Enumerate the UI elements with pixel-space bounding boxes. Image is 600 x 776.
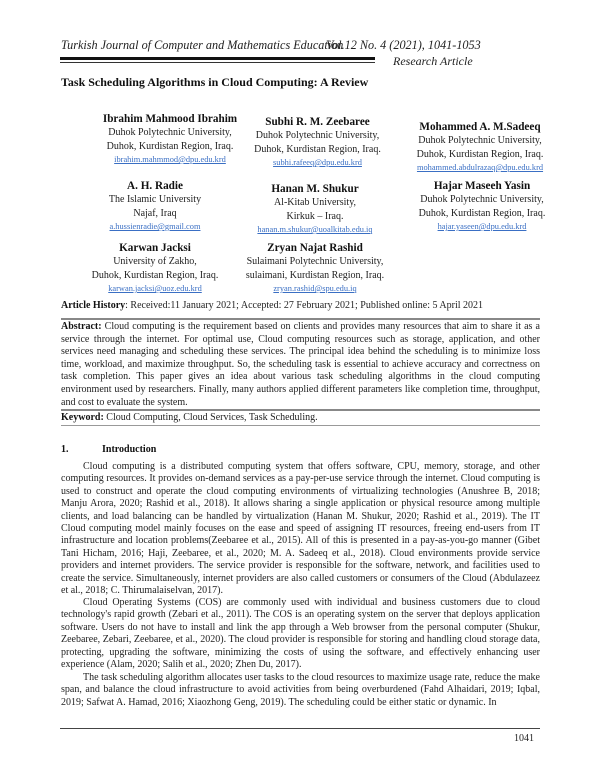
author-email-link[interactable]: mohammed.abdulrazaq@dpu.edu.krd (416, 163, 544, 172)
author-name: Zryan Najat Rashid (267, 242, 363, 254)
author-affiliation: Duhok Polytechnic University, (108, 127, 232, 138)
author-name: Mohammed A. M.Sadeeq (419, 121, 541, 133)
article-type: Research Article (393, 54, 473, 68)
author-email-link[interactable]: hanan.m.shukur@uoalkitab.edu.iq (257, 225, 373, 234)
body-paragraph: Cloud computing is a distributed computing system that offers software, CPU, memory, storage, and other computing resources. It provides on-demand services as a pay-per-use service through the internet. Cloud computing is used to construct and operate the cloud computing environments of virtualizing technologies (Anushree B, 2018; Manju Arora, 2020; Rashid et al., 2018). It allows sharing a single application or physical resource among multiple clients, and load balancing can be handled by virtualization (Hanan M. Shukur, 2020; Rashid et al., 2019). The IT Cloud computing model mainly focuses on the ease and speed of assigning IT resources, freeing end-users from IT infrastructure and location problems(Zeebaree et al., 2015). All of this is presented in a pay-as-you-go manner (Gibet Tani Hicham, 2016; Haji, Zeebaree, et al., 2020; M. A. Sadeeq et al., 2018). Cloud environments provide service providers and internet providers. The service provider is responsible for the software, network, and facilities used to create the service. Simultaneously, internet providers are also called customers or consumers of the Cloud (Abdulazeez et al., 2018; C. Thirumalaiselvan, 2017). (61, 461, 540, 597)
journal-name: Turkish Journal of Computer and Mathematics Education (61, 38, 344, 52)
author-affiliation: Duhok Polytechnic University, (255, 130, 380, 141)
article-history-text: : Received:11 January 2021; Accepted: 27 February 2021; Published online: 5 April 2021 (125, 300, 484, 311)
author-location: Kirkuk – Iraq. (286, 210, 344, 222)
author-block (245, 182, 385, 237)
author-name: Karwan Jacksi (119, 242, 191, 254)
journal-volume: Vol.12 No. 4 (2021), 1041-1053 (326, 38, 481, 52)
author-location: Najaf, Iraq (133, 207, 177, 219)
body-paragraph: The task scheduling algorithm allocates user tasks to the cloud resources to maximize usage rate, reduce the make span, and balance the cloud infrastructure to avoid activities from being overburdened (Fahd Alhaidari, 2019; Iqbal, 2019; Safwat A. Hamad, 2016; Xiaozhong Geng, 2019). The scheduling could be either static or dynamic. In (61, 672, 540, 708)
author-block (400, 120, 560, 175)
author-affiliation: Al-Kitab University, (273, 197, 357, 208)
author-name: Subhi R. M. Zeebaree (265, 116, 370, 128)
author-block (85, 241, 225, 296)
author-email-link[interactable]: subhi.rafeeq@dpu.edu.krd (273, 158, 362, 167)
article-history (61, 300, 483, 311)
keywords-rule-bottom (61, 425, 540, 426)
author-block (402, 179, 562, 234)
author-email-link[interactable]: a.hussienradie@gmail.com (109, 222, 201, 231)
author-affiliation: Duhok Polytechnic University, (420, 194, 544, 205)
author-email-link[interactable]: ibrahim.mahmmod@dpu.edu.krd (114, 155, 226, 164)
author-block (240, 241, 390, 296)
section-heading (61, 444, 156, 455)
body-paragraph: Cloud Operating Systems (COS) are commonly used with individual and business customers due to cloud technology's rapid growth (Zebari et al., 2011). The COS is an operating system on the server that deploys application software. Users do not have to install and link the app through a Web browser from the personal computer (Shukur, Zeebaree, Zebari, Zeebaree, et al., 2020). The cloud provider is responsible for storing and handling cloud storage data, protecting, upgrading the software, minimizing the costs of using the software, and effectively enhancing user experience (Alam, 2020; Salih et al., 2020; Zhen Du, 2017). (61, 597, 540, 671)
author-name: Ibrahim Mahmood Ibrahim (102, 113, 238, 125)
article-history-label: Article History (61, 300, 126, 311)
author-affiliation: University of Zakho, (113, 256, 197, 267)
keywords-rule-top (61, 409, 540, 411)
page-number: 1041 (514, 733, 534, 744)
author-name: Hajar Maseeh Yasin (433, 180, 531, 192)
author-affiliation: Duhok Polytechnic University, (418, 135, 542, 146)
header-rule-thick (60, 57, 375, 60)
keywords-text: Cloud Computing, Cloud Services, Task Scheduling. (103, 412, 318, 423)
abstract-rule-top (61, 318, 540, 320)
author-location: Duhok, Kurdistan Region, Iraq. (416, 148, 544, 160)
author-email-link[interactable]: karwan.jacksi@uoz.edu.krd (108, 284, 202, 293)
author-location: Duhok, Kurdistan Region, Iraq. (418, 207, 546, 219)
author-affiliation: Sulaimani Polytechnic University, (246, 256, 384, 267)
author-block (90, 112, 250, 167)
footer-rule (60, 728, 540, 729)
author-name: A. H. Radie (127, 180, 183, 192)
author-location: Duhok, Kurdistan Region, Iraq. (91, 269, 219, 281)
keywords-label: Keyword: (61, 412, 104, 423)
author-location: Duhok, Kurdistan Region, Iraq. (254, 143, 381, 155)
section-number: 1. (61, 444, 69, 455)
author-email-link[interactable]: hajar.yaseen@dpu.edu.krd (437, 222, 527, 231)
keywords (61, 412, 318, 423)
author-block (95, 179, 215, 234)
author-block (250, 115, 385, 170)
header-rule-thin (60, 62, 375, 63)
author-email-link[interactable]: zryan.rashid@spu.edu.iq (273, 284, 357, 293)
abstract-text: Cloud computing is the requirement based on clients and provides many resources that aim to share it as a service through the internet. For optimal use, Cloud computing resources such as storage, application, and other services need managing and scheduling these services. The principal idea behind the scheduling is to minimize loss time, workload, and maximize throughput. So, the scheduling task is essential to achieve accuracy and correctness on task completion. This paper gives an idea about various task scheduling algorithms in the cloud computing environment used by researchers. Finally, many authors applied different parameters like completion time, throughput, and cost to evaluate the system. (61, 321, 540, 408)
abstract (61, 321, 540, 409)
section-title: Introduction (102, 444, 157, 455)
author-location: Duhok, Kurdistan Region, Iraq. (106, 140, 234, 152)
paper-title: Task Scheduling Algorithms in Cloud Computing: A Review (61, 75, 369, 89)
author-affiliation: The Islamic University (108, 194, 202, 205)
abstract-label: Abstract: (61, 321, 102, 332)
author-location: sulaimani, Kurdistan Region, Iraq. (245, 269, 385, 281)
author-name: Hanan M. Shukur (271, 183, 359, 195)
